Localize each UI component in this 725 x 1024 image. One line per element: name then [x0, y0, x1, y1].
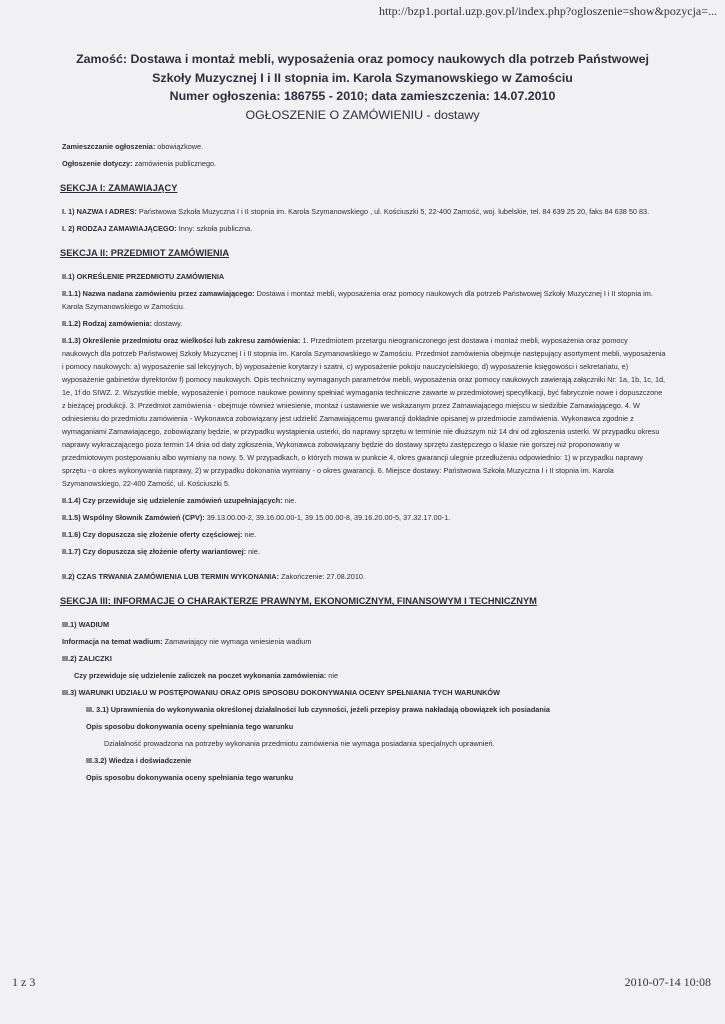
page-number: 1 z 3 — [12, 975, 36, 989]
s1-rodzaj: I. 2) RODZAJ ZAMAWIAJĄCEGO: Inny: szkoła publiczna. — [62, 224, 253, 233]
s3-opis-1: Opis sposobu dokonywania oceny spełniania tego warunku — [86, 722, 294, 731]
title-line-2: Szkoły Muzycznej I i II stopnia im. Karola Szymanowskiego w Zamościu — [152, 70, 573, 85]
s3-warunki-heading: III.3) WARUNKI UDZIAŁU W POSTĘPOWANIU ORAZ OPIS SPOSOBU DOKONYWANIA OCENY SPEŁNIANIA TYCH WARUNKÓW — [62, 688, 500, 697]
s2-przedmiot: II.1.3) Określenie przedmiotu oraz wielkości lub zakresu zamówienia: 1. Przedmiotem przetargu nieograniczonego jest dostawa i montaż mebli, wyposażenia oraz pomocy naukowych dla potrzeb Państwowej Szkoły Muzycznej I i II stopnia im. Karola Szymanowskiego w Zamościu. Przedmiot zamówienia obejmuje następujący asortyment mebli, wyposażenia i pomocy naukowych: a) wyposażenie sal lekcyjnych, b) wyposażenie korytarzy i szatni, c) wyposażenie pokoju nauczycielskiego, d) wyposażenie księgowości i sekretariatu, e) wyposażenie gabinetów dyrektorów f) pomocy naukowych. Opis techniczny wymaganych parametrów mebli, wyposażenia oraz pomocy naukowych zawierają załączniki Nr: 1a, 1b, 1c, 1d, 1e, 1f do SIWZ. 2. Wszystkie meble, wyposażenie i pomoce naukowe powinny spełniać wymagania techniczne zawarte w przedmiotowej specyfikacji, być fabrycznie nowe i dopuszczone z bieżącej produkcji. 3. Przedmiot zamówienia - obejmuje również wniesienie, montaż i ustawienie we wskazanym przez Zamawiającego miejscu w siedzibie Zamawiającego. 4. W odniesieniu do przedmiotu zamówienia - Wykonawca zobowiązany jest udzielić Zamawiającemu gwarancji dokładnie opisanej w przedmiocie zamówienia. Wykonawca zgodnie z wymaganiami Zamawiającego, zobowiązany będzie, w przypadku wystąpienia usterki, do naprawy sprzętu w terminie nie dłuższym niż 14 dni od zgłoszenia usterki. W przypadku okresu naprawy wykraczającego poza termin 14 dnia od daty zgłoszenia, Wykonawca zobowiązany będzie do dostawy sprzętu zastępczego o klasie nie gorszej niż proponowany w przedmiotowym postępowaniu albo wymiany na nowy. 5. W przypadkach, o których mowa w punkcie 4, okres gwarancji ulegnie przedłużeniu odpowiednio: 1) w przypadku naprawy sprzętu - o okres wykonywania naprawy, 2) w przypadku dokonania wymiany - o okres gwarancji. 6. Miejsce dostawy: Państwowa Szkoła Muzyczna I i II stopnia im. Karola Szymanowskiego, 22-400 Zamość, ul. Kościuszki 5. — [62, 336, 666, 488]
page-title — [20, 50, 705, 124]
s2-uzupelniajace: II.1.4) Czy przewiduje się udzielenie zamówień uzupełniających: nie. — [62, 496, 297, 505]
s3-opis-1-text: Działalność prowadzona na potrzeby wykonania przedmiotu zamówienia nie wymaga posiadania specjalnych uprawnień. — [104, 739, 495, 748]
s3-zaliczki-heading: III.2) ZALICZKI — [62, 654, 112, 663]
s3-wiedza-heading: III.3.2) Wiedza i doświadczenie — [86, 756, 192, 765]
s2-czesciowe: II.1.6) Czy dopuszcza się złożenie oferty częściowej: nie. — [62, 530, 257, 539]
s2-czas-trwania: II.2) CZAS TRWANIA ZAMÓWIENIA LUB TERMIN WYKONANIA: Zakończenie: 27.08.2010. — [62, 572, 366, 581]
s1-nazwa-adres: I. 1) NAZWA I ADRES: Państwowa Szkoła Muzyczna I i II stopnia im. Karola Szymanowskiego , ul. Kościuszki 5, 22-400 Zamość, woj. lubelskie, tel. 84 639 25 20, faks 84 638 50 83. — [62, 207, 650, 216]
title-line-1: Zamość: Dostawa i montaż mebli, wyposażenia oraz pomocy naukowych dla potrzeb Państwowej — [76, 52, 649, 66]
notice-body — [62, 140, 666, 788]
page-url: http://bzp1.portal.uzp.gov.pl/index.php?ogloszenie=show&pozycja=... — [378, 4, 717, 18]
s3-wadium: Informacja na temat wadium: Zamawiający nie wymaga wniesienia wadium — [62, 637, 312, 646]
meta-zamieszczanie: Zamieszczanie ogłoszenia: obowiązkowe. — [62, 142, 204, 151]
s3-uprawnienia-heading: III. 3.1) Uprawnienia do wykonywania określonej działalności lub czynności, jeżeli przepisy prawa nakładają obowiązek ich posiadania — [86, 705, 550, 714]
s3-zaliczki: Czy przewiduje się udzielenie zaliczek na poczet wykonania zamówienia: nie — [74, 671, 338, 680]
s2-rodzaj: II.1.2) Rodzaj zamówienia: dostawy. — [62, 319, 183, 328]
section-3-heading: SEKCJA III: INFORMACJE O CHARAKTERZE PRAWNYM, EKONOMICZNYM, FINANSOWYM I TECHNICZNYM — [60, 596, 537, 606]
s2-okreslenie-heading: II.1) OKREŚLENIE PRZEDMIOTU ZAMÓWIENIA — [62, 272, 225, 281]
print-timestamp: 2010-07-14 10:08 — [624, 975, 711, 989]
section-2-heading: SEKCJA II: PRZEDMIOT ZAMÓWIENIA — [60, 248, 230, 258]
s2-nazwa: II.1.1) Nazwa nadana zamówieniu przez zamawiającego: Dostawa i montaż mebli, wyposażenia oraz pomocy naukowych dla potrzeb Państwowej Szkoły Muzycznej I i II stopnia im. Karola Szymanowskiego w Zamościu. — [62, 289, 653, 311]
s3-wadium-heading: III.1) WADIUM — [62, 620, 110, 629]
title-line-3: Numer ogłoszenia: 186755 - 2010; data zamieszczenia: 14.07.2010 — [169, 89, 556, 103]
s2-wariantowe: II.1.7) Czy dopuszcza się złożenie oferty wariantowej: nie. — [62, 547, 260, 556]
s3-opis-2: Opis sposobu dokonywania oceny spełniania tego warunku — [86, 773, 294, 782]
s2-cpv: II.1.5) Wspólny Słownik Zamówień (CPV): 39.13.00.00-2, 39.16.00.00-1, 39.15.00.00-8, 39.16.20.00-5, 37.32.17.00-1. — [62, 513, 451, 522]
section-1-heading: SEKCJA I: ZAMAWIAJĄCY — [60, 183, 178, 193]
meta-dotyczy: Ogłoszenie dotyczy: zamówienia publicznego. — [62, 159, 217, 168]
title-line-4: OGŁOSZENIE O ZAMÓWIENIU - dostawy — [245, 107, 480, 122]
